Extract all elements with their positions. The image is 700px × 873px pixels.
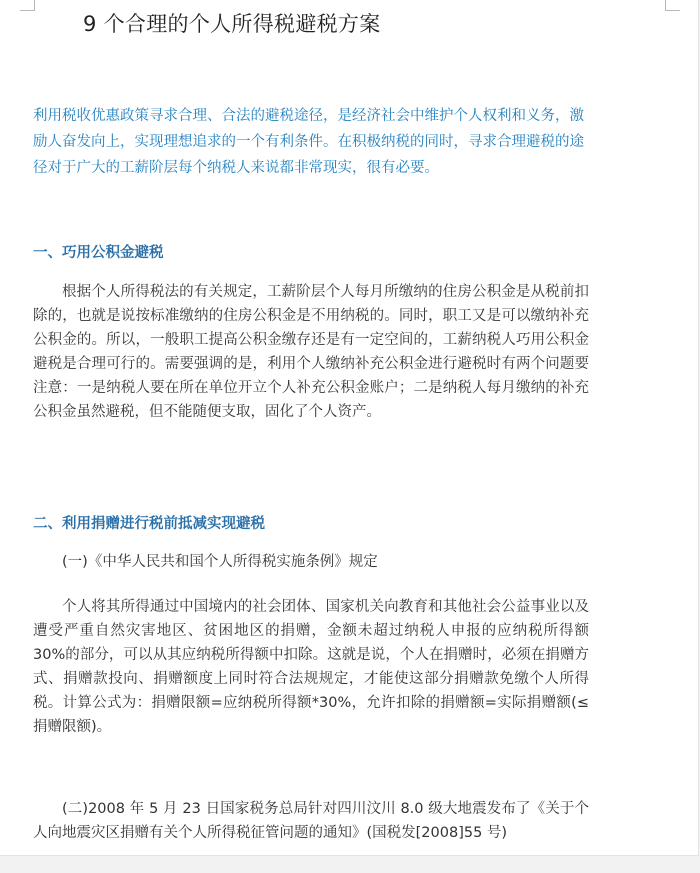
page-corner-mark-left: [20, 0, 35, 11]
section-heading-donation: 二、利用捐赠进行税前抵减实现避税: [33, 516, 265, 532]
donation-subheading-1: (一)《中华人民共和国个人所得税实施条例》规定: [62, 554, 378, 570]
donation-paragraph: 个人将其所得通过中国境内的社会团体、国家机关向教育和其他社会公益事业以及遭受严重自然灾害地区、贫困地区的捐赠，金额未超过纳税人申报的应纳税所得额 30%的部分，可以从其应纳税所得额中扣除。这就是说，个人在捐赠时，必须在捐赠方式、捐赠款投向、捐赠额度上同时符合法规规定，才能使这部分捐赠款免缴个人所得税。计算公式为：捐赠限额=应纳税所得额*30%，允许扣除的捐赠额=实际捐赠额(≤捐赠限额)。: [33, 599, 589, 735]
page-gap: [0, 856, 700, 873]
housing-fund-paragraph: 根据个人所得税法的有关规定，工薪阶层个人每月所缴纳的住房公积金是从税前扣除的，也就是说按标准缴纳的住房公积金是不用纳税的。同时，职工又是可以缴纳补充公积金的。所以，一般职工提高公积金缴存还是有一定空间的，工薪纳税人巧用公积金避税是合理可行的。需要强调的是，利用个人缴纳补充公积金进行避税时有两个问题要注意：一是纳税人要在所在单位开立个人补充公积金账户；二是纳税人每月缴纳的补充公积金虽然避税，但不能随便支取，固化了个人资产。: [33, 284, 589, 420]
page-corner-mark-right: [665, 0, 680, 11]
document-title: 9 个合理的个人所得税避税方案: [83, 12, 381, 36]
section-heading-housing-fund: 一、巧用公积金避税: [33, 245, 164, 261]
donation-subheading-2: (二)2008 年 5 月 23 日国家税务总局针对四川汶川 8.0 级大地震发布了《关于个人向地震灾区捐赠有关个人所得税征管问题的通知》(国税发[2008]55 号): [33, 801, 589, 841]
intro-paragraph: 利用税收优惠政策寻求合理、合法的避税途径，是经济社会中维护个人权利和义务，激励人奋发向上，实现理想追求的一个有利条件。在积极纳税的同时，寻求合理避税的途径对于广大的工薪阶层每个纳税人来说都非常现实，很有必要。: [33, 108, 584, 176]
